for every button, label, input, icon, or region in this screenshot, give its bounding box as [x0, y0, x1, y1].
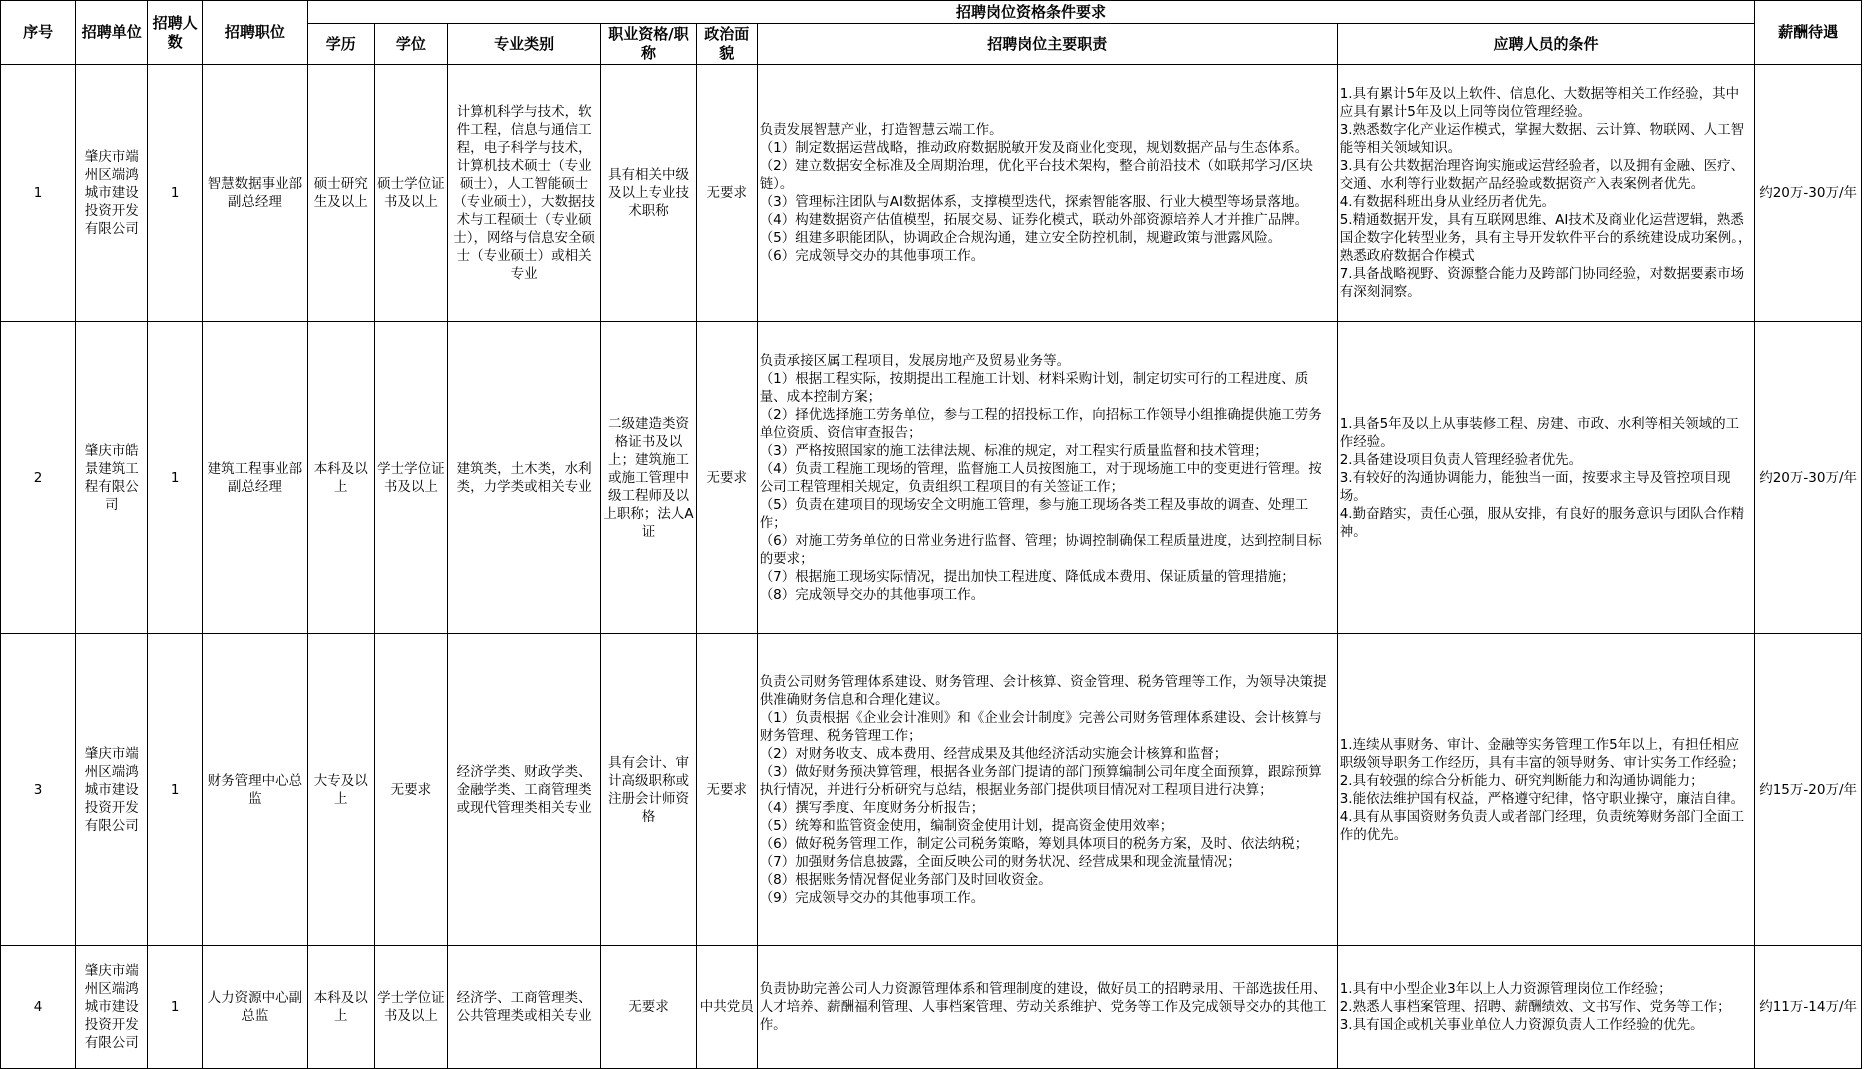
header-salary: 薪酬待遇 [1755, 1, 1862, 65]
header-political: 政治面貌 [696, 24, 757, 65]
duty-line: （6）做好税务管理工作，制定公司税务策略，筹划具体项目的税务方案，及时、依法纳税； [759, 835, 1309, 852]
cell-major: 经济学类、财政学类、金融学类、工商管理类或现代管理类相关专业 [447, 634, 600, 946]
header-unit: 招聘单位 [76, 1, 148, 65]
table-row [1, 634, 1862, 946]
header-position: 招聘职位 [203, 1, 308, 65]
requirement-line: 7.具备战略视野、资源整合能力及跨部门协同经验，对数据要素市场有深刻洞察。 [1339, 266, 1745, 300]
header-duties: 招聘岗位主要职责 [757, 24, 1337, 65]
cell-political: 无要求 [696, 65, 757, 322]
requirement-line: 2.具备建设项目负责人管理经验者优先。 [1339, 451, 1583, 468]
duty-line: （1）制定数据运营战略，推动政府数据脱敏开发及商业化变现，规划数据产品与生态体系。 [759, 140, 1309, 156]
requirement-line: 3.具有国企或机关事业单位人力资源负责人工作经验的优先。 [1339, 1017, 1704, 1033]
cell-political: 无要求 [696, 634, 757, 946]
cell-count: 1 [148, 322, 203, 634]
duty-line: （4）构建数据资产估值模型，拓展交易、证券化模式，联动外部资源培养人才并推广品牌。 [759, 212, 1309, 228]
cell-education: 大专及以上 [307, 634, 374, 946]
duty-line: （7）根据施工现场实际情况，提出加快工程进度、降低成本费用、保证质量的管理措施； [759, 568, 1295, 585]
header-major: 专业类别 [447, 24, 600, 65]
duty-line: （2）择优选择施工劳务单位，参与工程的招投标工作，向招标工作领导小组推确提供施工劳务单位资质、资信审查报告； [759, 406, 1322, 441]
duty-line: （9）完成领导交办的其他事项工作。 [759, 889, 985, 906]
duty-line: （3）做好财务预决算管理，根据各业务部门提请的部门预算编制公司年度全面预算，跟踪预算执行情况，并进行分析研究与总结，根据业务部门提供项目情况对工程项目进行决算； [759, 763, 1322, 798]
duty-line: （4）撰写季度、年度财务分析报告； [759, 799, 985, 816]
duty-line: （2）对财务收支、成本费用、经营成果及其他经济活动实施会计核算和监督； [759, 745, 1228, 762]
header-seq: 序号 [1, 1, 76, 65]
cell-requirements [1337, 322, 1755, 634]
cell-major: 建筑类，土木类，水利类，力学类或相关专业 [447, 322, 600, 634]
duty-line: （5）组建多职能团队，协调政企合规沟通，建立安全防控机制，规避政策与泄露风险。 [759, 230, 1282, 246]
duty-line: （2）建立数据安全标准及全周期治理，优化平台技术架构，整合前沿技术（如联邦学习/区块链）。 [759, 158, 1313, 192]
cell-title-cert: 无要求 [601, 946, 696, 1069]
requirement-line: 4.具有从事国资财务负责人或者部门经理，负责统筹财务部门全面工作的优先。 [1339, 808, 1745, 843]
requirement-line: 3.能依法维护国有权益，严格遵守纪律，恪守职业操守，廉洁自律。 [1339, 790, 1745, 807]
duty-line: （3）管理标注团队与AI数据体系，支撑模型迭代，探索智能客服、行业大模型等场景落地。 [759, 194, 1308, 210]
cell-unit: 肇庆市端州区端鸿城市建设投资开发有限公司 [76, 946, 148, 1069]
cell-major: 计算机科学与技术，软件工程，信息与通信工程，电子科学与技术，计算机技术硕士（专业硕士），人工智能硕士（专业硕士），大数据技术与工程硕士（专业硕士），网络与信息安全硕士（专业硕士）或相关专业 [447, 65, 600, 322]
duty-line: （6）对施工劳务单位的日常业务进行监督、管理；协调控制确保工程质量进度，达到控制目标的要求； [759, 532, 1322, 567]
requirement-line: 1.具有累计5年及以上软件、信息化、大数据等相关工作经验，其中应具有累计5年及以上同等岗位管理经验。 [1339, 86, 1740, 120]
cell-requirements [1337, 634, 1755, 946]
requirement-line: 2.具有较强的综合分析能力、研究判断能力和沟通协调能力； [1339, 772, 1704, 789]
table-row [1, 65, 1862, 322]
cell-count: 1 [148, 946, 203, 1069]
header-requirements: 应聘人员的条件 [1337, 24, 1755, 65]
cell-unit: 肇庆市皓景建筑工程有限公司 [76, 322, 148, 634]
requirement-line: 1.具备5年及以上从事装修工程、房建、市政、水利等相关领域的工作经验。 [1339, 415, 1740, 450]
duty-line: 负责承接区属工程项目，发展房地产及贸易业务等。 [759, 352, 1071, 369]
cell-count: 1 [148, 634, 203, 946]
requirement-line: 2.熟悉人事档案管理、招聘、薪酬绩效、文书写作、党务等工作； [1339, 999, 1731, 1015]
cell-seq: 4 [1, 946, 76, 1069]
cell-position: 建筑工程事业部副总经理 [203, 322, 308, 634]
cell-seq: 2 [1, 322, 76, 634]
duty-line: （7）加强财务信息披露，全面反映公司的财务状况、经营成果和现金流量情况； [759, 853, 1241, 870]
cell-political: 中共党员 [696, 946, 757, 1069]
requirement-line: 4.勤奋踏实，责任心强，服从安排，有良好的服务意识与团队合作精神。 [1339, 505, 1745, 540]
requirement-line: 1.连续从事财务、审计、金融等实务管理工作5年以上，有担任相应职级领导职务工作经历，具有丰富的领导财务、审计实务工作经验； [1339, 736, 1745, 771]
cell-degree: 无要求 [374, 634, 447, 946]
cell-requirements [1337, 65, 1755, 322]
duty-line: （6）完成领导交办的其他事项工作。 [759, 248, 985, 264]
duty-line: （8）根据账务情况督促业务部门及时回收资金。 [759, 871, 1052, 888]
requirement-line: 4.有数据科班出身从业经历者优先。 [1339, 194, 1556, 210]
cell-seq: 1 [1, 65, 76, 322]
table-row [1, 322, 1862, 634]
cell-degree: 硕士学位证书及以上 [374, 65, 447, 322]
duty-line: （8）完成领导交办的其他事项工作。 [759, 586, 985, 603]
cell-salary: 约20万-30万/年 [1755, 322, 1862, 634]
requirement-line: 5.精通数据开发，具有互联网思维、AI技术及商业化运营逻辑，熟悉国企数字化转型业务，具有主导开发软件平台的系统建设成功案例。，熟悉政府数据合作模式 [1339, 212, 1752, 264]
cell-salary: 约15万-20万/年 [1755, 634, 1862, 946]
cell-position: 财务管理中心总监 [203, 634, 308, 946]
requirement-line: 3.熟悉数字化产业运作模式，掌握大数据、云计算、物联网、人工智能等相关领域知识。 [1339, 122, 1745, 156]
cell-position: 智慧数据事业部副总经理 [203, 65, 308, 322]
table-row [1, 946, 1862, 1069]
cell-degree: 学士学位证书及以上 [374, 946, 447, 1069]
cell-duties [757, 65, 1337, 322]
header-degree: 学位 [374, 24, 447, 65]
header-title-cert: 职业资格/职称 [601, 24, 696, 65]
duty-line: 负责发展智慧产业，打造智慧云端工作。 [759, 122, 1003, 138]
duty-line: 负责协助完善公司人力资源管理体系和管理制度的建设，做好员工的招聘录用、干部选拔任用、人才培养、薪酬福利管理、人事档案管理、劳动关系维护、党务等工作及完成领导交办的其他工作。 [759, 981, 1327, 1033]
duty-line: （4）负责工程施工现场的管理，监督施工人员按图施工，对于现场施工中的变更进行管理。按公司工程管理相关规定，负责组织工程项目的有关签证工作； [759, 460, 1322, 495]
cell-duties [757, 634, 1337, 946]
cell-title-cert: 二级建造类资格证书及以上；建筑施工或施工管理中级工程师及以上职称；法人A证 [601, 322, 696, 634]
requirement-line: 3.有较好的沟通协调能力，能独当一面，按要求主导及管控项目现场。 [1339, 469, 1731, 504]
requirement-line: 3.具有公共数据治理咨询实施或运营经验者，以及拥有金融、医疗、交通、水利等行业数据产品经验或数据资产入表案例者优先。 [1339, 158, 1745, 192]
duty-line: （1）负责根据《企业会计准则》和《企业会计制度》完善公司财务管理体系建设、会计核算与财务管理、税务管理工作； [759, 709, 1322, 744]
cell-position: 人力资源中心副总监 [203, 946, 308, 1069]
header-count: 招聘人数 [148, 1, 203, 65]
duty-line: （3）严格按照国家的施工法律法规、标准的规定，对工程实行质量监督和技术管理； [759, 442, 1268, 459]
header-qualification-group: 招聘岗位资格条件要求 [307, 1, 1754, 24]
cell-count: 1 [148, 65, 203, 322]
cell-salary: 约11万-14万/年 [1755, 946, 1862, 1069]
cell-seq: 3 [1, 634, 76, 946]
cell-degree: 学士学位证书及以上 [374, 322, 447, 634]
cell-unit: 肇庆市端州区端鸿城市建设投资开发有限公司 [76, 65, 148, 322]
requirement-line: 1.具有中小型企业3年以上人力资源管理岗位工作经验； [1339, 981, 1672, 997]
header-education: 学历 [307, 24, 374, 65]
duty-line: （5）统筹和监管资金使用，编制资金使用计划，提高资金使用效率； [759, 817, 1174, 834]
header-row-top [1, 1, 1862, 24]
duty-line: 负责公司财务管理体系建设、财务管理、会计核算、资金管理、税务管理等工作，为领导决策提供准确财务信息和合理化建议。 [759, 673, 1327, 708]
duty-line: （1）根据工程实际，按期提出工程施工计划、材料采购计划，制定切实可行的工程进度、质量、成本控制方案； [759, 370, 1309, 405]
cell-salary: 约20万-30万/年 [1755, 65, 1862, 322]
cell-title-cert: 具有会计、审计高级职称或注册会计师资格 [601, 634, 696, 946]
cell-major: 经济学、工商管理类、公共管理类或相关专业 [447, 946, 600, 1069]
cell-duties [757, 946, 1337, 1069]
duty-line: （5）负责在建项目的现场安全文明施工管理，参与施工现场各类工程及事故的调查、处理工作； [759, 496, 1309, 531]
cell-requirements [1337, 946, 1755, 1069]
cell-education: 本科及以上 [307, 946, 374, 1069]
cell-title-cert: 具有相关中级及以上专业技术职称 [601, 65, 696, 322]
cell-political: 无要求 [696, 322, 757, 634]
cell-duties [757, 322, 1337, 634]
cell-unit: 肇庆市端州区端鸿城市建设投资开发有限公司 [76, 634, 148, 946]
cell-education: 本科及以上 [307, 322, 374, 634]
cell-education: 硕士研究生及以上 [307, 65, 374, 322]
